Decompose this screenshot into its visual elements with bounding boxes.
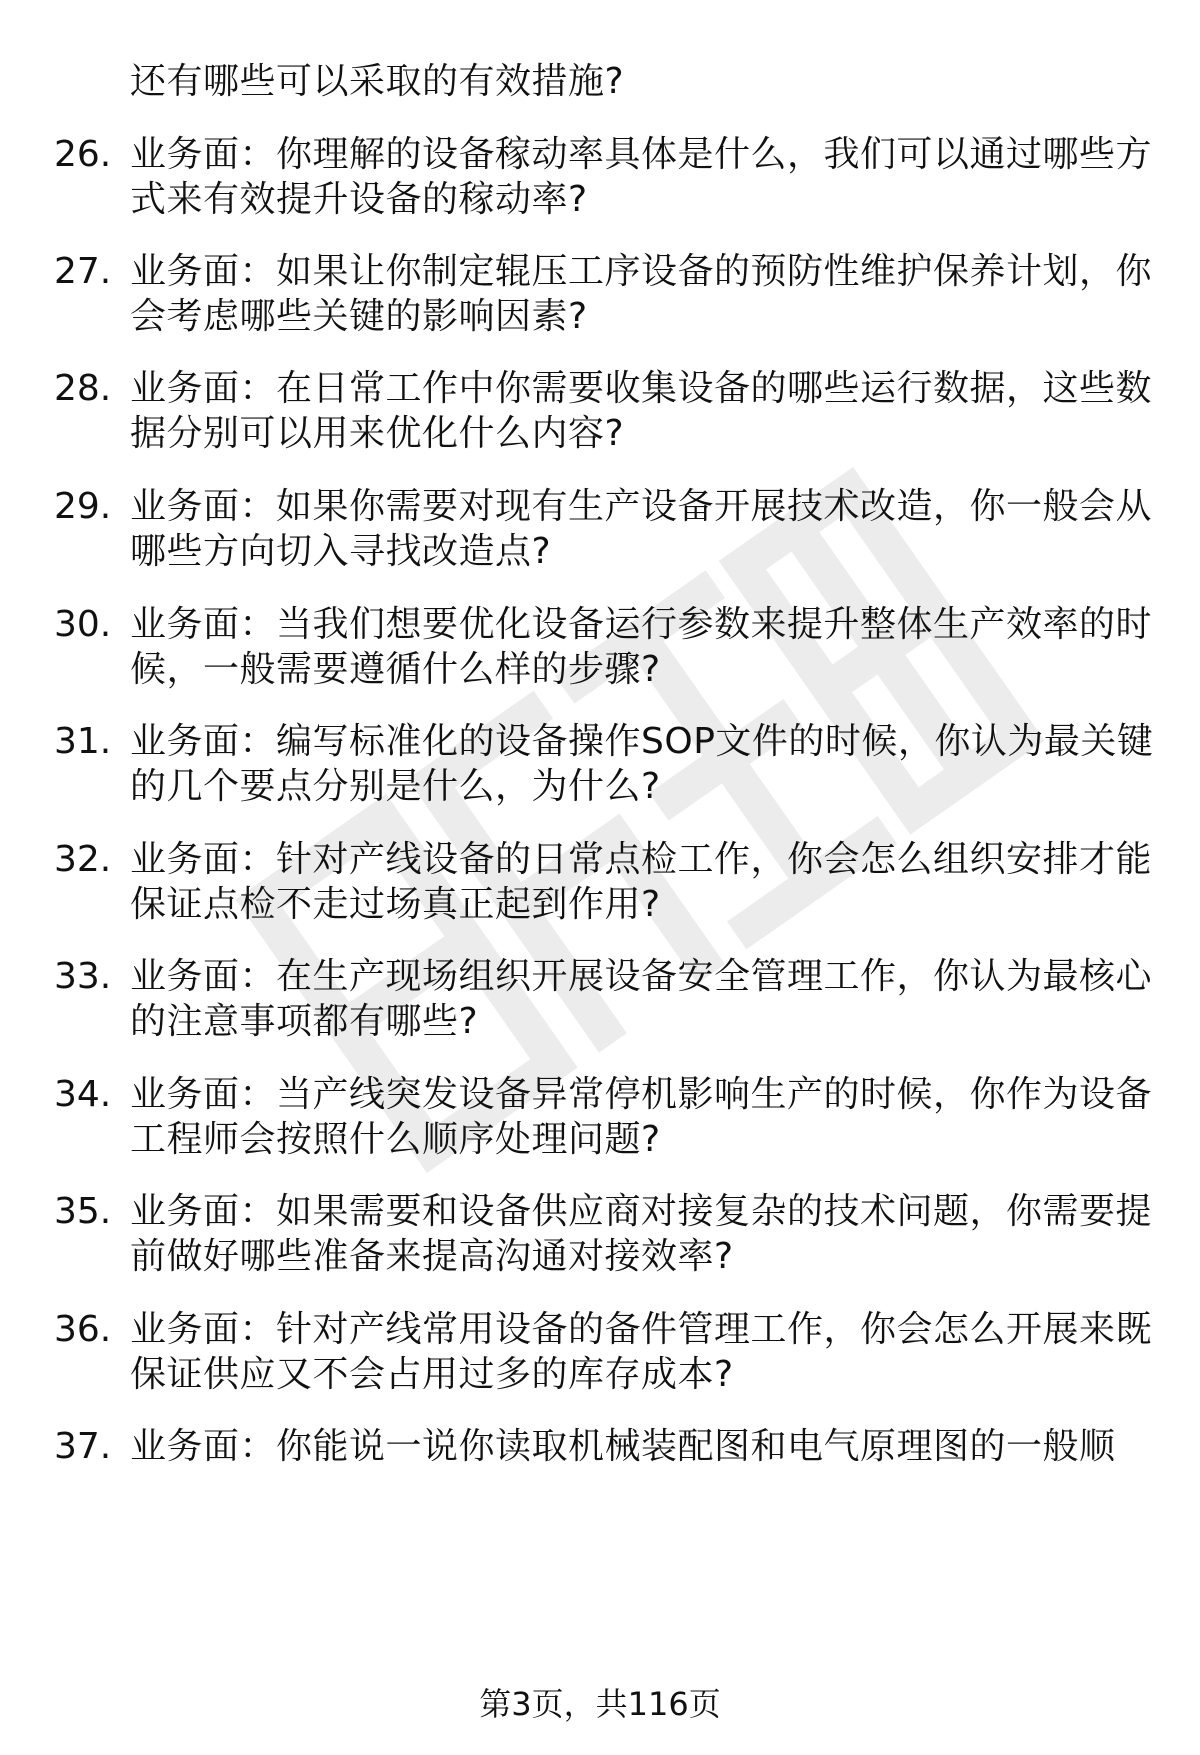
question-text-line-1: 业务面：针对产线常用设备的备件管理工作，你会怎么开展来既 [130,1309,1153,1350]
question-number: 30. [54,604,112,645]
question-number: 26. [54,134,112,175]
question-number: 37. [54,1426,112,1467]
question-text-line-2: 保证点检不走过场真正起到作用? [130,884,661,925]
question-text-line-1: 业务面：在生产现场组织开展设备安全管理工作，你认为最核心 [130,956,1153,997]
question-text-line-1: 业务面：针对产线设备的日常点检工作，你会怎么组织安排才能 [130,839,1153,880]
question-text-line-2: 候，一般需要遵循什么样的步骤? [130,649,661,690]
question-text-line-2: 哪些方向切入寻找改造点? [130,531,552,572]
question-text-line-2: 工程师会按照什么顺序处理问题? [130,1119,661,1160]
question-number: 29. [54,486,112,527]
question-text-line-1: 业务面：如果需要和设备供应商对接复杂的技术问题，你需要提 [130,1191,1153,1232]
question-text-line-2: 据分别可以用来优化什么内容? [130,413,625,454]
question-text-line-2: 保证供应又不会占用过多的库存成本? [130,1354,734,1395]
question-text-line-1: 业务面：你能说一说你读取机械装配图和电气原理图的一般顺 [130,1426,1116,1467]
question-number: 35. [54,1191,112,1232]
question-text-line-1: 业务面：在日常工作中你需要收集设备的哪些运行数据，这些数 [130,368,1153,409]
question-number: 34. [54,1074,112,1115]
question-text-line-2: 的几个要点分别是什么，为什么? [130,766,661,807]
question-number: 36. [54,1309,112,1350]
question-text-line-1: 业务面：如果让你制定辊压工序设备的预防性维护保养计划，你 [130,251,1153,292]
question-text-line-1: 业务面：你理解的设备稼动率具体是什么，我们可以通过哪些方 [130,134,1153,175]
question-text-line-2: 式来有效提升设备的稼动率? [130,179,588,220]
question-text-line-2: 会考虑哪些关键的影响因素? [130,296,588,337]
continuation-line: 还有哪些可以采取的有效措施? [130,61,625,102]
question-text-line-1: 业务面：编写标准化的设备操作SOP文件的时候，你认为最关键 [130,721,1154,762]
question-number: 33. [54,956,112,997]
question-text-line-2: 的注意事项都有哪些? [130,1001,479,1042]
question-text-line-1: 业务面：当产线突发设备异常停机影响生产的时候，你作为设备 [130,1074,1153,1115]
question-text-line-1: 业务面：当我们想要优化设备运行参数来提升整体生产效率的时 [130,604,1153,645]
question-number: 32. [54,839,112,880]
question-number: 28. [54,368,112,409]
question-text-line-2: 前做好哪些准备来提高沟通对接效率? [130,1236,734,1277]
question-number: 31. [54,721,112,762]
page-footer: 第3页，共116页 [479,1685,721,1723]
question-number: 27. [54,251,112,292]
question-text-line-1: 业务面：如果你需要对现有生产设备开展技术改造，你一般会从 [130,486,1153,527]
